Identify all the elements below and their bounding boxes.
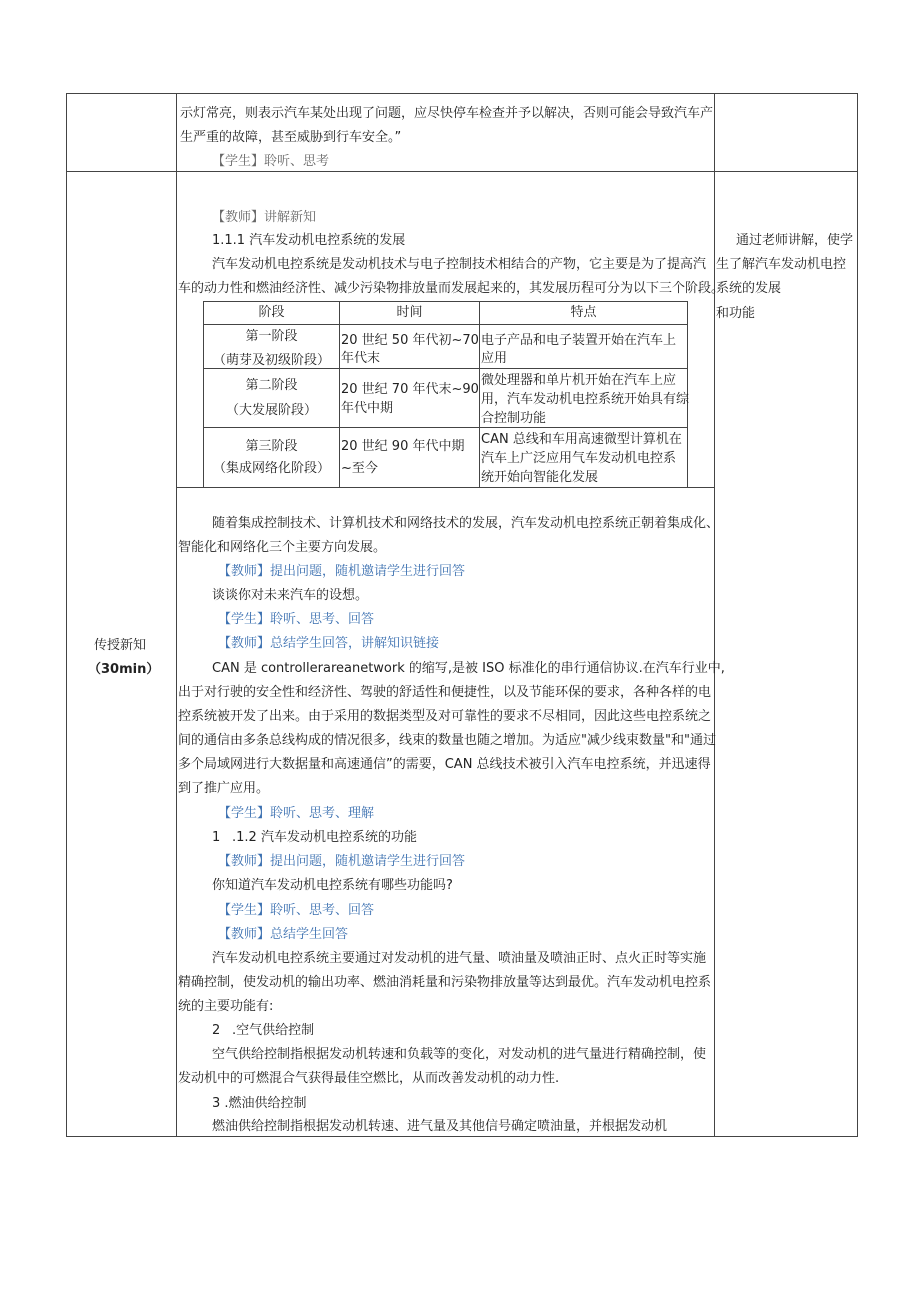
row-2-feature-line-3: 合控制功能	[481, 411, 547, 426]
row-2-stage: 第二阶段	[245, 378, 298, 393]
inner-divider	[176, 487, 714, 488]
paragraph-2-line-1: 随着集成控制技术、计算机技术和网络技术的发展，汽车发动机电控系统正朝着集成化、	[212, 516, 720, 531]
row-1-time-line-2: 年代末	[341, 351, 381, 366]
top-student-response: 【学生】聆听、思考	[212, 154, 330, 169]
paragraph-1-line-1: 汽车发动机电控系统是发动机技术与电子控制技术相结合的产物，它主要是为了提高汽	[212, 257, 707, 272]
stage-table-row-2-bottom	[203, 427, 688, 428]
top-text-line-2: 生严重的故障，甚至威胁到行车安全。”	[180, 130, 402, 145]
teacher-question-tag: 【教师】提出问题，随机邀请学生进行回答	[218, 564, 466, 579]
row-3-stage-sub: （集成网络化阶段）	[212, 461, 330, 476]
paragraph-3-line-2: 精确控制，使发动机的输出功率、燃油消耗量和污染物排放量等达到最优。汽车发动机电控系	[178, 975, 712, 990]
row-2-stage-sub: （大发展阶段）	[225, 403, 317, 418]
side-note-line-1: 通过老师讲解，使学	[736, 233, 854, 248]
student-understand-tag: 【学生】聆听、思考、理解	[218, 806, 375, 821]
column-divider-1	[176, 93, 177, 1137]
paragraph-1-line-2: 车的动力性和燃油经济性、减少污染物排放量而发展起来的，其发展历程可分为以下三个阶段。	[178, 281, 725, 296]
can-paragraph-line-5: 多个局域网进行大数据量和高速通信”的需要，CAN 总线技术被引入汽车电控系统，并迅速得	[178, 757, 711, 772]
row-3-feature-line-3: 统开始向智能化发展	[481, 470, 599, 485]
question-2: 你知道汽车发动机电控系统有哪些功能吗?	[212, 878, 453, 893]
top-text-line-1: 示灯常亮，则表示汽车某处出现了问题，应尽快停车检查并予以解决，否则可能会导致汽车产	[180, 106, 714, 121]
row-divider	[66, 171, 858, 172]
heading-1-1-2: .1.2 汽车发动机电控系统的功能	[232, 830, 417, 845]
table-left-border	[66, 93, 67, 1137]
teacher-question-tag-2: 【教师】提出问题，随机邀请学生进行回答	[218, 854, 466, 869]
row-1-stage-sub: （萌芽及初级阶段）	[212, 353, 330, 367]
stage-table-header-bottom	[203, 324, 688, 325]
row-2-time-line-1: 20 世纪 70 年代末~90	[341, 382, 479, 397]
column-divider-2	[714, 93, 715, 1137]
stage-table-row-1-bottom	[203, 368, 688, 369]
stage-table-col-1	[339, 301, 340, 487]
row-3-feature-line-2: 汽车上广泛应用气车发动机电控系	[481, 451, 677, 466]
section-duration: （30min）	[88, 662, 160, 677]
paragraph-4-line-1: 空气供给控制指根据发动机转速和负载等的变化，对发动机的进气量进行精确控制，使	[212, 1047, 707, 1062]
row-2-feature-line-2: 用，汽车发动机电控系统开始具有综	[481, 392, 690, 407]
row-3-feature-line-1: CAN 总线和车用高速微型计算机在	[481, 432, 682, 447]
stage-table-top	[203, 301, 688, 302]
paragraph-4-line-2: 发动机中的可燃混合气获得最佳空燃比，从而改善发动机的动力性.	[178, 1071, 560, 1086]
header-feature: 特点	[570, 305, 597, 320]
row-1-time-line-1: 20 世纪 50 年代初~70	[341, 333, 479, 348]
row-3-stage: 第三阶段	[245, 439, 298, 454]
paragraph-3-line-1: 汽车发动机电控系统主要通过对发动机的进气量、喷油量及喷油正时、点火正时等实施	[212, 951, 707, 966]
row-2-feature-line-1: 微处理器和单片机开始在汽车上应	[481, 373, 677, 388]
table-right-border	[857, 93, 858, 1137]
student-response-tag: 【学生】聆听、思考、回答	[218, 612, 375, 627]
header-time: 时间	[396, 305, 423, 320]
can-paragraph-line-4: 间的通信由多条总线构成的情况很多，线束的数量也随之增加。为适应"减少线束数量"和"通过	[178, 733, 716, 748]
row-2-time-line-2: 年代中期	[341, 401, 394, 416]
paragraph-3-line-3: 统的主要功能有:	[178, 999, 274, 1014]
row-1-stage: 第一阶段	[245, 329, 298, 344]
row-1-feature-line-2: 应用	[481, 351, 508, 366]
heading-1-1-2-number: 1	[212, 830, 221, 845]
row-3-time-line-2: ~至今	[341, 461, 378, 476]
can-paragraph-line-2: 出于对行驶的安全性和经济性、驾驶的舒适性和便捷性，以及节能环保的要求，各种各样的电	[178, 685, 712, 700]
row-1-feature-line-1: 电子产品和电子装置开始在汽车上	[481, 333, 677, 348]
can-paragraph-line-1: CAN 是 controllerareanetwork 的缩写,是被 ISO 标准化的串行通信协议.在汽车行业中,	[212, 661, 725, 676]
heading-1-1-1: 1.1.1 汽车发动机电控系统的发展	[212, 233, 406, 248]
student-response-tag-2: 【学生】聆听、思考、回答	[218, 903, 375, 918]
header-stage: 阶段	[258, 305, 285, 320]
item-2-number: 2	[212, 1023, 221, 1038]
question-1: 谈谈你对未来汽车的设想。	[212, 588, 369, 603]
paragraph-5-line-1: 燃油供给控制指根据发动机转速、进气量及其他信号确定喷油量，并根据发动机	[212, 1119, 668, 1134]
row-3-time-line-1: 20 世纪 90 年代中期	[341, 439, 465, 454]
stage-table-col-2	[479, 301, 480, 487]
table-top-border	[66, 93, 858, 94]
section-title: 传授新知	[94, 638, 147, 653]
side-note-line-4: 和功能	[716, 306, 756, 321]
can-paragraph-line-3: 控系统被开发了出来。由于采用的数据类型及对可靠性的要求不尽相同，因此这些电控系统之	[178, 709, 712, 724]
side-note-line-3: 系统的发展	[716, 281, 782, 296]
teacher-summary-tag: 【教师】总结学生回答，讲解知识链接	[218, 636, 440, 651]
row-1-sub-clip	[204, 346, 339, 367]
item-3-title: 3 .燃油供给控制	[212, 1096, 307, 1111]
side-note-line-2: 生了解汽车发动机电控	[716, 257, 847, 272]
teacher-summary-tag-2: 【教师】总结学生回答	[218, 927, 349, 942]
teacher-lecture-tag: 【教师】讲解新知	[212, 210, 317, 225]
paragraph-2-line-2: 智能化和网络化三个主要方向发展。	[178, 540, 387, 555]
item-2-title: .空气供给控制	[232, 1023, 315, 1038]
can-paragraph-line-6: 到了推广应用。	[178, 781, 270, 796]
